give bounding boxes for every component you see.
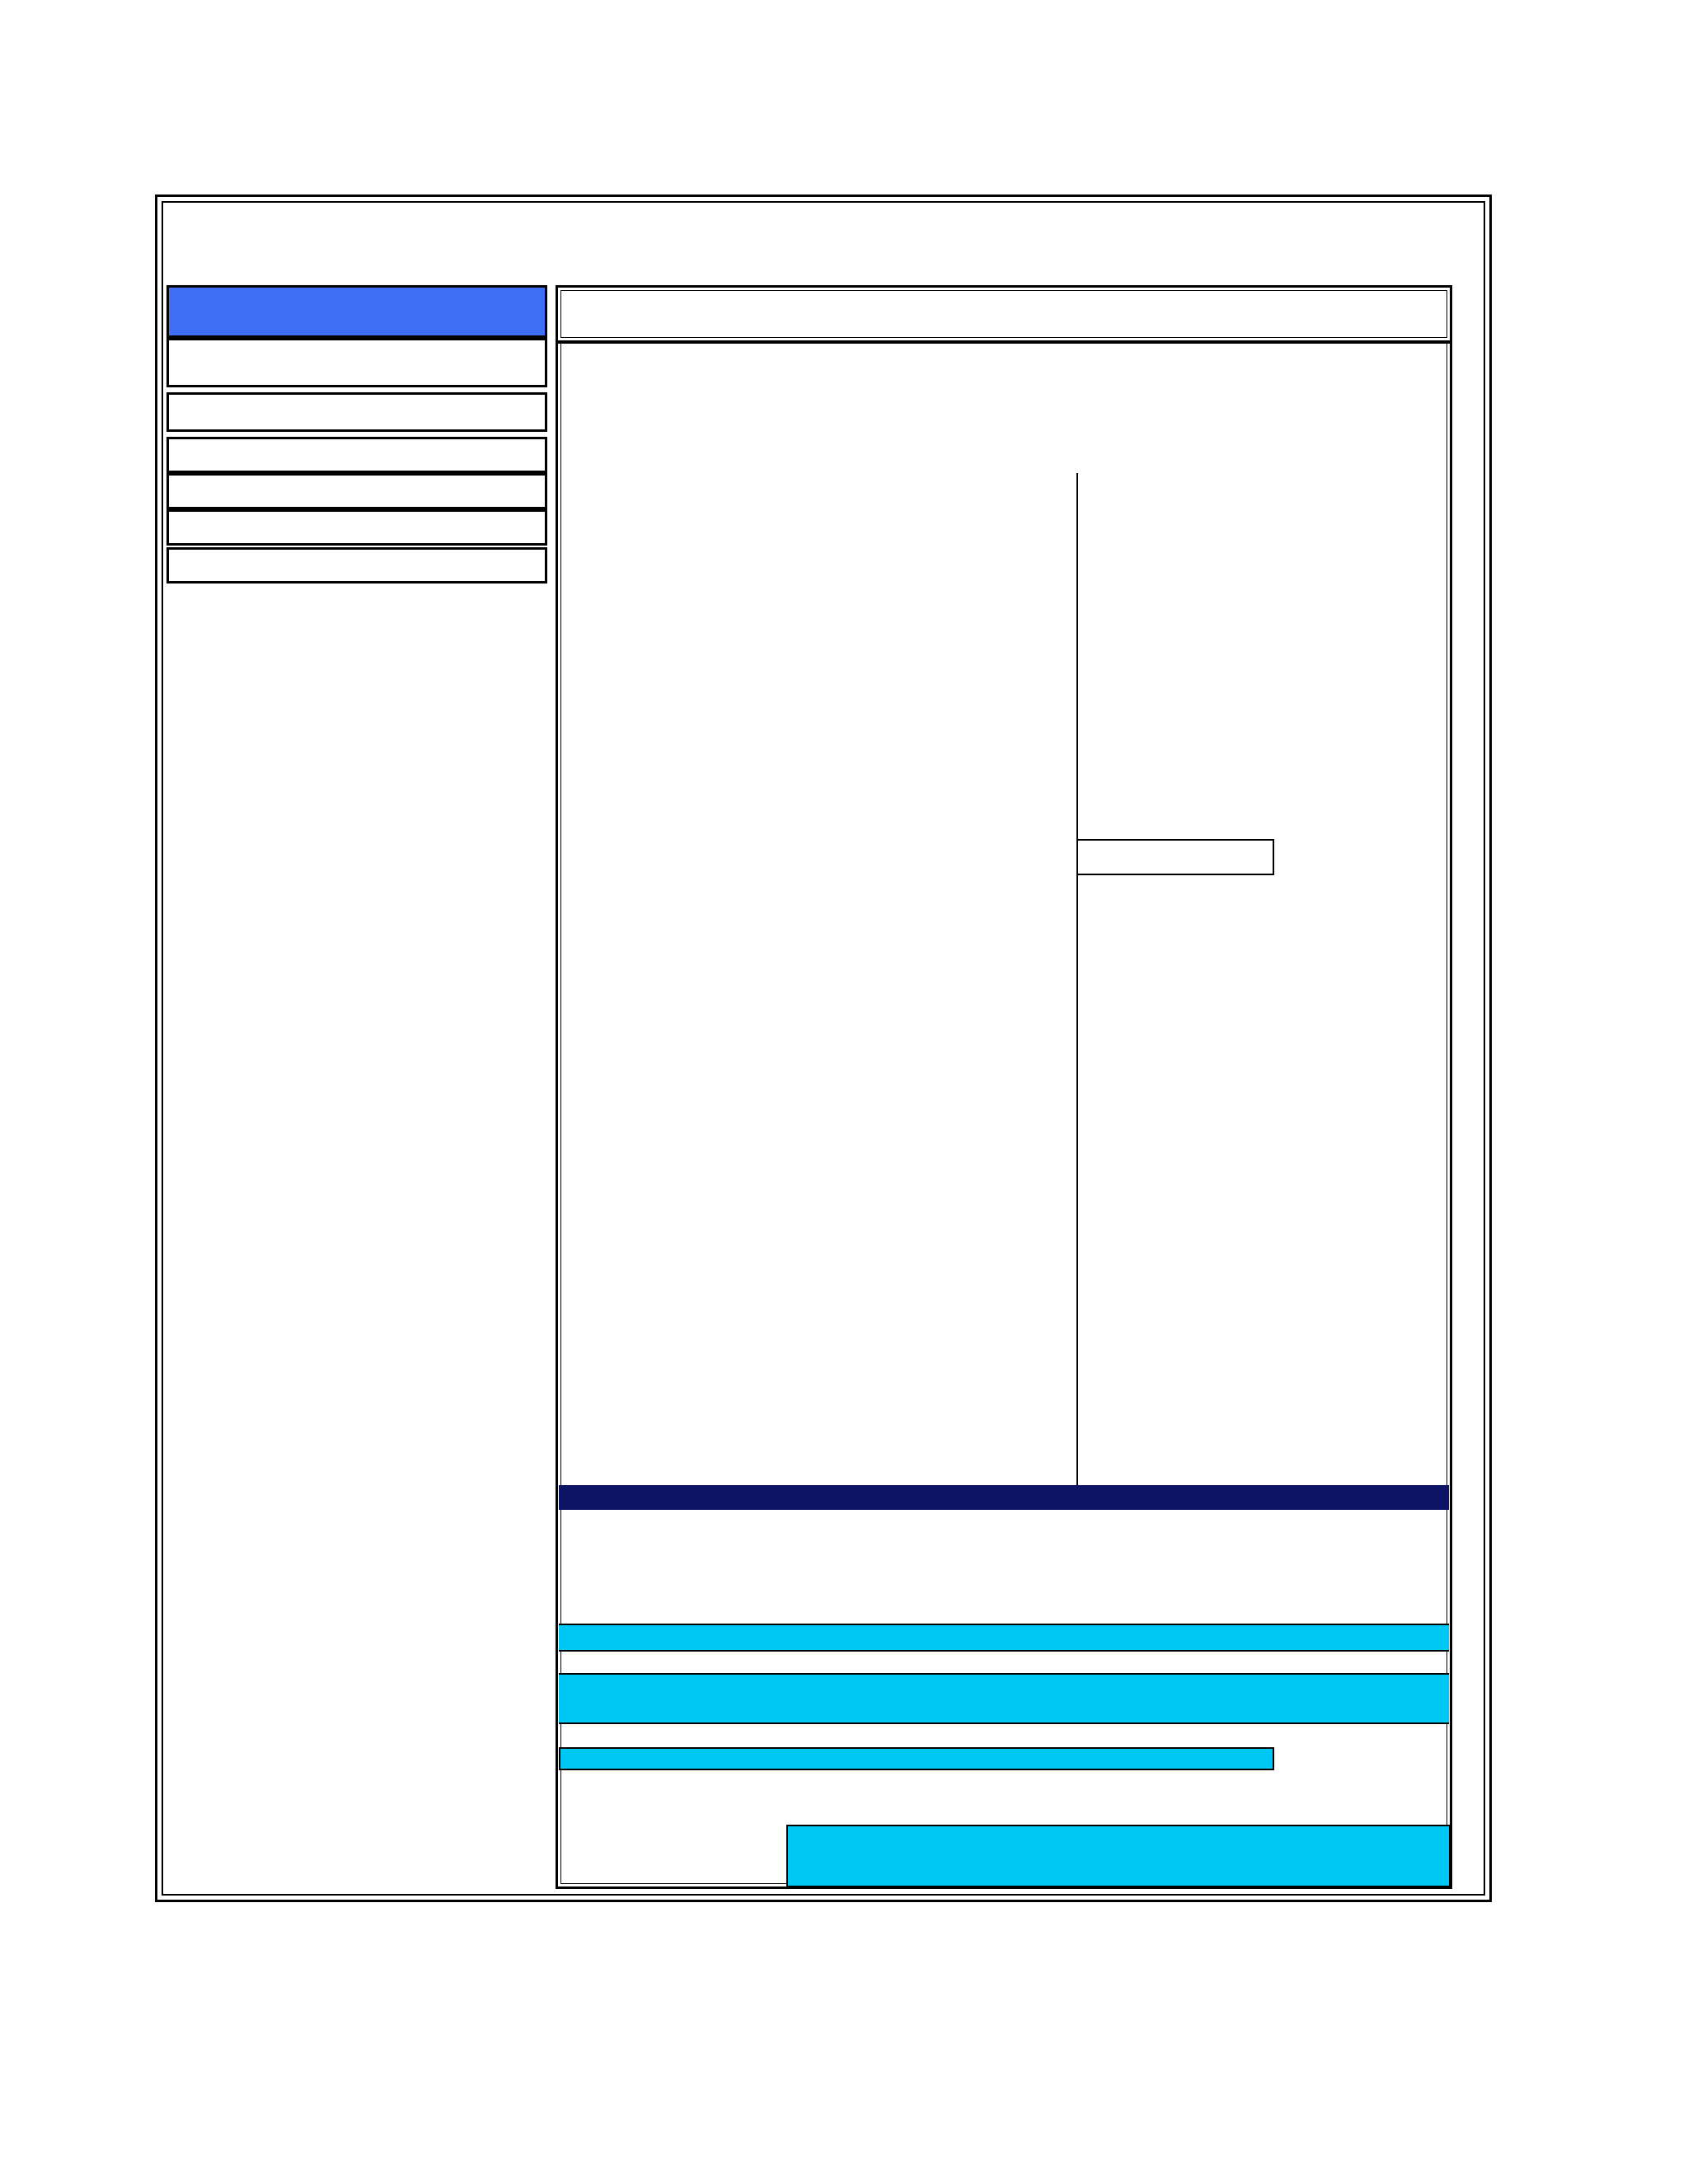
ida-stop [166,473,547,509]
ida-stop [166,437,547,473]
ida-stop-label [174,340,545,344]
ida-stop-label [174,512,545,515]
ida-stop [166,509,547,546]
ida-stop [166,338,547,387]
ida-stop-label [174,550,545,553]
extras-note [559,1747,1274,1770]
schedule-panel [556,341,1452,1889]
unila-note [559,1625,1449,1650]
divider-line [559,1722,1449,1724]
ida-stop-label [174,476,545,479]
column-divider [1076,473,1078,1485]
ida-header-label [169,288,545,291]
udc-note [786,1825,1451,1887]
line-title-box [556,285,1452,343]
atencao-note [559,1675,1449,1722]
via-unila-box [1076,839,1274,875]
ida-stop-label [174,395,545,398]
divider-line [559,1650,1449,1652]
ida-stop [166,392,547,432]
schedule-since-bar [559,1485,1449,1510]
ida-stop-label [174,439,545,443]
ida-header [166,285,547,338]
ida-stop [166,547,547,583]
